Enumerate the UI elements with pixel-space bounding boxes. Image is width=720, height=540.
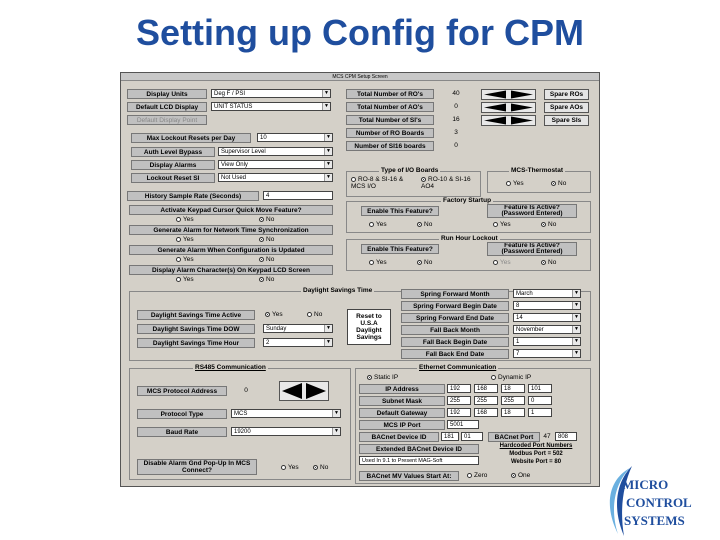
dst-active-yes-radio[interactable] <box>265 311 283 319</box>
io-boards-opt1-radio[interactable] <box>351 176 411 190</box>
static-ip-label: Static IP <box>374 374 399 381</box>
yes-label: Yes <box>500 259 511 266</box>
no-label: No <box>424 221 433 228</box>
dst-hour-label: Daylight Savings Time Hour <box>137 338 255 348</box>
disable-alarm-label: Disable Alarm Gnd Pop-Up In MCS Connect? <box>137 459 257 475</box>
ip-octet-input[interactable]: 18 <box>501 384 525 393</box>
total-ros-label: Total Number of RO's <box>346 89 434 99</box>
dst-dow-label: Daylight Savings Time DOW <box>137 324 255 334</box>
no-label: No <box>424 259 433 266</box>
arrow-left-icon <box>282 383 302 399</box>
option-no-radio[interactable] <box>259 276 274 284</box>
dst-title: Daylight Savings Time <box>303 287 373 294</box>
yes-label: Yes <box>288 464 299 471</box>
chevron-down-icon: ▼ <box>572 290 580 297</box>
ip-octet-input[interactable]: 192 <box>447 384 471 393</box>
no-label: No <box>548 259 557 266</box>
option-label: Activate Keypad Cursor Quick Move Feature? <box>129 205 333 215</box>
thermostat-group <box>487 171 591 193</box>
option-label: Display Alarm Character(s) On Keypad LCD Screen <box>129 265 333 275</box>
spring-begin-select[interactable] <box>513 301 581 310</box>
spare-aos-button[interactable]: Spare AOs <box>544 102 589 113</box>
mask-octet-input[interactable]: 255 <box>447 396 471 405</box>
si16-boards-label: Number of SI16 boards <box>346 141 434 151</box>
spring-month-value: March <box>516 291 533 297</box>
thermostat-no-radio[interactable] <box>551 180 566 188</box>
total-aos-label: Total Number of AO's <box>346 102 434 112</box>
chevron-down-icon: ▼ <box>332 410 340 417</box>
fall-end-label: Fall Back End Date <box>401 349 509 359</box>
yes-label: Yes <box>183 256 194 263</box>
bacnet-id-input-a[interactable]: 181 <box>441 432 459 441</box>
fall-month-select[interactable] <box>513 325 581 334</box>
dst-hour-value: 2 <box>266 340 270 346</box>
mcs-ip-port-input[interactable]: 5001 <box>447 420 479 429</box>
spring-begin-value: 8 <box>516 303 520 309</box>
zero-label: Zero <box>474 472 488 479</box>
default-gateway-label: Default Gateway <box>359 408 445 418</box>
no-label: No <box>320 464 329 471</box>
option-label: Generate Alarm for Network Time Synchronization <box>129 225 333 235</box>
io-boards-opt1-label: RO-8 & SI-16 & MCS I/O <box>351 176 404 190</box>
fall-begin-value: 1 <box>516 339 520 345</box>
io-boards-opt2-label: RO-10 & SI-16 AO4 <box>421 176 471 190</box>
factory-startup-title: Factory Startup <box>443 197 492 204</box>
history-input[interactable]: 4 <box>263 191 333 200</box>
mv-start-label: BACnet MV Values Start At: <box>359 471 459 481</box>
slide-title: Setting up Config for CPM <box>136 12 584 53</box>
thermostat-yes-radio[interactable] <box>506 180 524 188</box>
chevron-down-icon: ▼ <box>324 148 332 155</box>
dst-hour-select[interactable] <box>263 338 333 347</box>
spring-begin-label: Spring Forward Begin Date <box>401 301 509 311</box>
spring-end-label: Spring Forward End Date <box>401 313 509 323</box>
run-hour-enable-yes-radio[interactable] <box>369 259 387 267</box>
max-lockout-label: Max Lockout Resets per Day <box>131 133 251 143</box>
website-port-text: Website Port = 80 <box>510 459 562 465</box>
protocol-type-value: MCS <box>234 411 248 417</box>
display-alarms-label: Display Alarms <box>131 160 215 170</box>
spring-month-label: Spring Forward Month <box>401 289 509 299</box>
mask-octet-input[interactable]: 0 <box>528 396 552 405</box>
baud-rate-select[interactable] <box>231 427 341 436</box>
lockout-reset-select[interactable] <box>218 173 333 182</box>
dst-dow-value: Sunday <box>266 326 287 332</box>
display-units-select[interactable] <box>211 89 331 98</box>
auth-bypass-value: Supervisor Level <box>221 149 266 155</box>
no-label: No <box>266 256 275 263</box>
default-lcd-select[interactable] <box>211 102 331 111</box>
logo-line3: SYSTEMS <box>624 513 685 528</box>
baud-rate-value: 19200 <box>234 429 251 435</box>
display-units-value: Deg F / PSI <box>214 91 246 97</box>
modbus-port-text: Modbus Port = 502 <box>509 451 563 457</box>
run-hour-active-no-radio[interactable] <box>541 259 556 267</box>
arrow-right-icon <box>511 117 533 125</box>
arrow-left-icon <box>484 91 506 99</box>
gateway-octet-input[interactable]: 1 <box>528 408 552 417</box>
spare-ros-button[interactable]: Spare ROs <box>544 89 589 100</box>
mv-zero-radio[interactable] <box>467 472 487 480</box>
arrow-left-icon <box>484 104 506 112</box>
no-label: No <box>314 311 323 318</box>
chevron-down-icon: ▼ <box>324 161 332 168</box>
no-label: No <box>558 180 567 187</box>
io-boards-title: Type of I/O Boards <box>381 167 439 174</box>
yes-label: Yes <box>376 259 387 266</box>
chevron-down-icon: ▼ <box>322 103 330 110</box>
dynamic-ip-label: Dynamic IP <box>498 374 532 381</box>
fall-month-label: Fall Back Month <box>401 325 509 335</box>
spring-end-select[interactable] <box>513 313 581 322</box>
mv-one-radio[interactable] <box>511 472 530 480</box>
chevron-down-icon: ▼ <box>572 350 580 357</box>
max-lockout-select[interactable] <box>257 133 333 142</box>
yes-label: Yes <box>513 180 524 187</box>
no-label: No <box>266 236 275 243</box>
yes-label: Yes <box>272 311 283 318</box>
thermostat-title: MCS-Thermostat <box>511 167 564 174</box>
rs485-title: RS485 Communication <box>195 364 266 371</box>
gateway-octet-input[interactable]: 168 <box>474 408 498 417</box>
protocol-addr-value: 0 <box>244 387 248 394</box>
max-lockout-value: 10 <box>260 135 267 141</box>
ro-boards-label: Number of RO Boards <box>346 128 434 138</box>
protocol-addr-label: MCS Protocol Address <box>137 386 227 396</box>
option-yes-radio[interactable] <box>176 216 194 224</box>
default-lcd-value: UNIT STATUS <box>214 104 253 110</box>
option-yes-radio[interactable] <box>176 256 194 264</box>
ro-boards-value: 3 <box>454 129 458 136</box>
fall-end-value: 7 <box>516 351 520 357</box>
option-no-radio[interactable] <box>259 216 274 224</box>
chevron-down-icon: ▼ <box>324 325 332 332</box>
fall-begin-select[interactable] <box>513 337 581 346</box>
display-units-label: Display Units <box>127 89 207 99</box>
dst-active-no-radio[interactable] <box>307 311 322 319</box>
disable-alarm-yes-radio[interactable] <box>281 464 299 472</box>
display-alarms-value: View Only <box>221 162 248 168</box>
bacnet-port-input[interactable]: 808 <box>555 432 577 441</box>
lockout-reset-value: Not Used <box>221 175 247 181</box>
arrow-right-icon <box>306 383 326 399</box>
fall-begin-label: Fall Back Begin Date <box>401 337 509 347</box>
subnet-mask-label: Subnet Mask <box>359 396 445 406</box>
fall-end-select[interactable] <box>513 349 581 358</box>
display-alarms-select[interactable] <box>218 160 333 169</box>
factory-enable-yes-radio[interactable] <box>369 221 387 229</box>
io-boards-opt2-radio[interactable] <box>421 176 479 190</box>
bacnet-device-id-label: BACnet Device ID <box>359 432 439 442</box>
chevron-down-icon: ▼ <box>572 314 580 321</box>
factory-enable-label: Enable This Feature? <box>361 206 439 216</box>
ro-spinner[interactable] <box>481 89 536 100</box>
chevron-down-icon: ▼ <box>324 174 332 181</box>
extended-bacnet-label: Extended BACnet Device ID <box>359 444 479 454</box>
mask-octet-input[interactable]: 255 <box>474 396 498 405</box>
arrow-right-icon <box>511 104 533 112</box>
factory-active-no-radio[interactable] <box>541 221 556 229</box>
spare-sis-button[interactable]: Spare SIs <box>544 115 589 126</box>
protocol-type-label: Protocol Type <box>137 409 227 419</box>
no-label: No <box>266 276 275 283</box>
option-no-radio[interactable] <box>259 256 274 264</box>
window-title: MCS CPM Setup Screen <box>121 73 599 81</box>
no-label: No <box>548 221 557 228</box>
bacnet-port-label: BACnet Port <box>488 432 540 442</box>
ip-octet-input[interactable]: 168 <box>474 384 498 393</box>
dst-active-label: Daylight Savings Time Active <box>137 310 255 320</box>
history-label: History Sample Rate (Seconds) <box>127 191 259 201</box>
option-no-radio[interactable] <box>259 236 274 244</box>
yes-label: Yes <box>183 216 194 223</box>
lockout-reset-label: Lockout Reset SI <box>131 173 215 183</box>
option-yes-radio[interactable] <box>176 276 194 284</box>
disable-alarm-no-radio[interactable] <box>313 464 328 472</box>
no-label: No <box>266 216 275 223</box>
extended-bacnet-select[interactable]: Used In 9.1 to Present MAG-Soft <box>359 456 479 465</box>
logo-line2: CONTROL <box>626 495 692 510</box>
option-label: Generate Alarm When Configuration is Updated <box>129 245 333 255</box>
setup-window <box>120 72 600 487</box>
chevron-down-icon: ▼ <box>324 339 332 346</box>
dynamic-ip-radio[interactable] <box>491 374 531 382</box>
mask-octet-input[interactable]: 255 <box>501 396 525 405</box>
hardcoded-ports-title: Hardcoded Port Numbers <box>499 443 573 449</box>
protocol-addr-spinner[interactable] <box>279 381 329 401</box>
ip-address-label: IP Address <box>359 384 445 394</box>
chevron-down-icon: ▼ <box>324 134 332 141</box>
chevron-down-icon: ▼ <box>572 338 580 345</box>
gateway-octet-input[interactable]: 18 <box>501 408 525 417</box>
spring-end-value: 14 <box>516 315 523 321</box>
spring-month-select[interactable] <box>513 289 581 298</box>
mcs-ip-port-label: MCS IP Port <box>359 420 445 430</box>
static-ip-radio[interactable] <box>367 374 398 382</box>
dst-dow-select[interactable] <box>263 324 333 333</box>
chevron-down-icon: ▼ <box>322 90 330 97</box>
run-hour-active-yes-radio[interactable] <box>493 259 511 267</box>
ip-octet-input[interactable]: 101 <box>528 384 552 393</box>
logo-line1: MICRO <box>622 477 669 492</box>
si16-boards-value: 0 <box>454 142 458 149</box>
default-display-point-label: Default Display Point <box>127 115 207 125</box>
arrow-left-icon <box>484 117 506 125</box>
bacnet-id-input-b[interactable]: 01 <box>461 432 483 441</box>
run-hour-enable-label: Enable This Feature? <box>361 244 439 254</box>
arrow-right-icon <box>511 91 533 99</box>
yes-label: Yes <box>183 276 194 283</box>
total-aos-value: 0 <box>454 103 458 110</box>
option-yes-radio[interactable] <box>176 236 194 244</box>
default-lcd-label: Default LCD Display <box>127 102 207 112</box>
chevron-down-icon: ▼ <box>332 428 340 435</box>
baud-rate-label: Baud Rate <box>137 427 227 437</box>
yes-label: Yes <box>183 236 194 243</box>
chevron-down-icon: ▼ <box>572 326 580 333</box>
si-spinner[interactable] <box>481 115 536 126</box>
ao-spinner[interactable] <box>481 102 536 113</box>
factory-active-yes-radio[interactable] <box>493 221 511 229</box>
ethernet-title: Ethernet Communication <box>419 364 497 371</box>
mcs-logo <box>600 462 718 538</box>
total-sis-value: 16 <box>452 116 460 123</box>
factory-enable-no-radio[interactable] <box>417 221 432 229</box>
auth-bypass-label: Auth Level Bypass <box>131 147 215 157</box>
total-ros-value: 40 <box>452 90 460 97</box>
fall-month-value: November <box>516 327 544 333</box>
run-hour-title: Run Hour Lockout <box>441 235 498 242</box>
yes-label: Yes <box>376 221 387 228</box>
chevron-down-icon: ▼ <box>572 302 580 309</box>
reset-usa-dst-button[interactable]: Reset to U.S.A Daylight Savings <box>347 309 391 345</box>
protocol-type-select[interactable] <box>231 409 341 418</box>
total-sis-label: Total Number of SI's <box>346 115 434 125</box>
gateway-octet-input[interactable]: 192 <box>447 408 471 417</box>
auth-bypass-select[interactable] <box>218 147 333 156</box>
bacnet-port-value-a: 47 <box>543 433 551 440</box>
factory-active-label: Feature Is Active? (Password Entered) <box>487 204 577 218</box>
run-hour-enable-no-radio[interactable] <box>417 259 432 267</box>
one-label: One <box>518 472 531 479</box>
run-hour-active-label: Feature Is Active? (Password Entered) <box>487 242 577 256</box>
yes-label: Yes <box>500 221 511 228</box>
